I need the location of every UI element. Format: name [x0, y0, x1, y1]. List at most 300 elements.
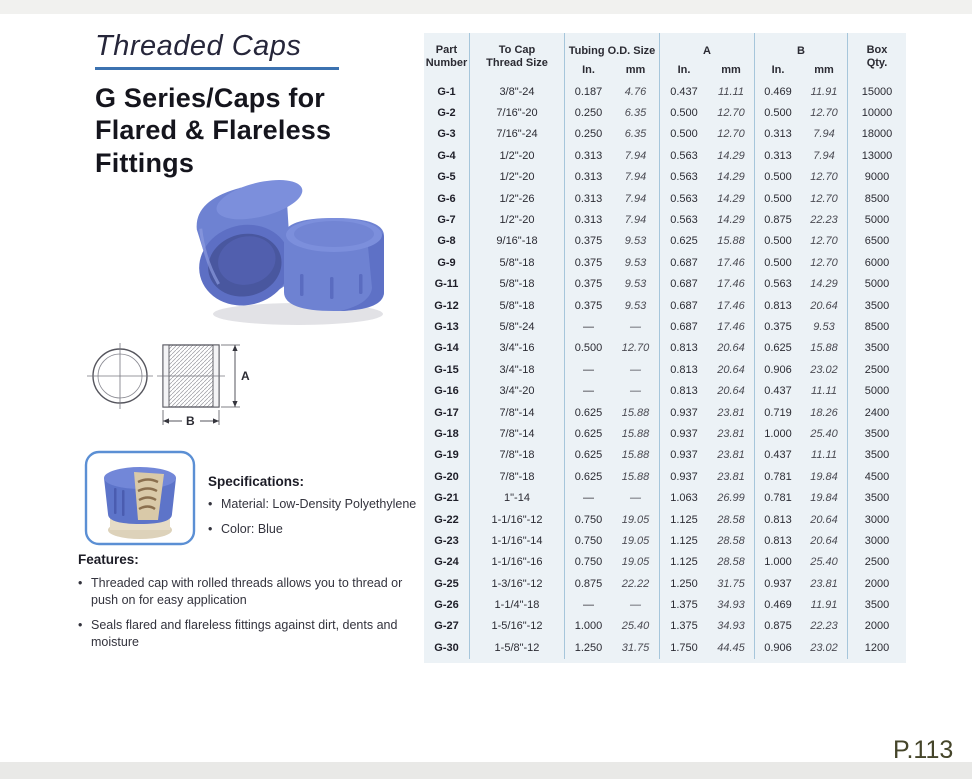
table-row	[424, 209, 906, 230]
table-cell: 13000	[861, 149, 893, 162]
table-cell: 0.875	[574, 577, 603, 590]
table-cell: 0.437	[764, 385, 792, 398]
table-cell: 2000	[864, 620, 890, 633]
table-cell: —	[612, 380, 660, 401]
table-cell: 19.84	[801, 487, 848, 508]
table-cell: 0.625	[574, 427, 603, 440]
table-cell: 12.70	[801, 102, 848, 123]
part-number-cell: G-9	[424, 252, 470, 273]
col-header-thread-size: To Cap Thread Size	[470, 33, 565, 81]
table-cell: 0.906	[764, 641, 792, 654]
col-header-in: In.	[771, 63, 785, 76]
table-cell: 17.46	[708, 252, 755, 273]
spec-item	[208, 521, 438, 538]
table-cell: 5000	[864, 214, 890, 227]
col-group-tubing-od: Tubing O.D. Size	[565, 33, 660, 59]
table-cell: 1200	[864, 641, 890, 654]
table-cell: 20.64	[801, 509, 848, 530]
page-number: P.113	[893, 736, 954, 764]
table-cell: 1/2"-20	[470, 145, 565, 166]
table-cell: 20.64	[801, 295, 848, 316]
scan-edge-top	[0, 0, 972, 14]
table-cell: 1.125	[670, 513, 698, 526]
product-title: G Series/Caps for Flared & Flareless Fittings	[95, 83, 332, 178]
feature-item	[78, 617, 423, 651]
table-cell: 0.625	[574, 470, 603, 483]
table-cell: 1-1/16"-14	[470, 530, 565, 551]
table-cell: 0.500	[764, 256, 792, 269]
cap-cutaway-thumbnail	[84, 450, 196, 546]
table-cell: —	[612, 594, 660, 615]
table-cell: 28.58	[708, 509, 755, 530]
table-cell: 0.563	[670, 149, 698, 162]
part-number-cell: G-8	[424, 231, 470, 252]
feature-item-text: • Threaded cap with rolled threads allows you to thread or push on for easy application	[91, 576, 403, 607]
table-cell: 15000	[861, 85, 893, 98]
col-header-mm: mm	[708, 59, 755, 81]
dim-b-label: B	[186, 414, 195, 428]
table-cell: 0.469	[764, 599, 792, 612]
part-number-cell: G-23	[424, 530, 470, 551]
part-number-cell: G-27	[424, 616, 470, 637]
table-cell: 0.250	[574, 128, 603, 141]
table-cell: 20.64	[708, 338, 755, 359]
table-cell: 0.813	[670, 385, 698, 398]
table-cell: 7/8"-18	[470, 466, 565, 487]
table-cell: 28.58	[708, 552, 755, 573]
table-cell: 23.81	[801, 573, 848, 594]
table-cell: 2000	[864, 577, 890, 590]
spec-item-text: • Material: Low-Density Polyethylene	[221, 497, 417, 511]
table-cell: 20.64	[801, 530, 848, 551]
feature-item	[78, 575, 423, 609]
table-cell: 0.687	[670, 278, 698, 291]
cap-closed	[284, 218, 384, 311]
title-underline	[95, 67, 339, 70]
table-cell: 7/16"-20	[470, 102, 565, 123]
table-cell: 9.53	[612, 295, 660, 316]
table-cell: 1-3/16"-12	[470, 573, 565, 594]
table-cell: 0.563	[764, 278, 792, 291]
table-cell: 0.313	[574, 171, 603, 184]
part-number-cell: G-7	[424, 209, 470, 230]
table-row	[424, 530, 906, 551]
table-cell: 0.313	[764, 128, 792, 141]
table-row	[424, 552, 906, 573]
table-row	[424, 402, 906, 423]
table-cell: 0.563	[670, 192, 698, 205]
table-cell: 0.937	[670, 406, 698, 419]
table-cell: 4.76	[612, 81, 660, 102]
table-cell: 7.94	[801, 124, 848, 145]
table-cell: 7/8"-14	[470, 423, 565, 444]
table-row	[424, 316, 906, 337]
spec-table	[424, 33, 906, 663]
table-cell: 3500	[864, 449, 890, 462]
table-cell: 3/4"-18	[470, 359, 565, 380]
table-cell: 1.250	[574, 641, 603, 654]
table-cell: 23.02	[801, 359, 848, 380]
table-cell: 15.88	[612, 466, 660, 487]
table-cell: 19.05	[612, 509, 660, 530]
table-cell: 3000	[864, 534, 890, 547]
table-cell: 0.437	[670, 85, 698, 98]
table-cell: 23.02	[801, 637, 848, 658]
table-cell: 11.11	[708, 81, 755, 102]
table-cell: 6500	[864, 235, 890, 248]
table-row	[424, 616, 906, 637]
col-header-mm: mm	[801, 59, 848, 81]
part-number-cell: G-25	[424, 573, 470, 594]
table-cell: 5/8"-18	[470, 252, 565, 273]
table-cell: 0.500	[670, 107, 698, 120]
table-cell: 1.125	[670, 556, 698, 569]
part-number-cell: G-26	[424, 594, 470, 615]
table-cell: 9.53	[612, 231, 660, 252]
table-cell: 5000	[864, 278, 890, 291]
table-cell: 31.75	[708, 573, 755, 594]
table-cell: 1/2"-26	[470, 188, 565, 209]
table-cell: 15.88	[708, 231, 755, 252]
category-title: Threaded Caps	[95, 30, 302, 62]
part-number-cell: G-19	[424, 445, 470, 466]
table-row	[424, 167, 906, 188]
table-cell: 1.063	[670, 492, 698, 505]
table-cell: 22.23	[801, 616, 848, 637]
table-cell: —	[612, 487, 660, 508]
table-cell: 25.40	[801, 423, 848, 444]
table-cell: 5/8"-18	[470, 274, 565, 295]
table-cell: —	[583, 599, 594, 612]
table-row	[424, 338, 906, 359]
table-cell: 26.99	[708, 487, 755, 508]
table-cell: 1/2"-20	[470, 209, 565, 230]
table-cell: 0.625	[670, 235, 698, 248]
part-number-cell: G-6	[424, 188, 470, 209]
table-cell: 3500	[864, 492, 890, 505]
table-cell: 0.500	[764, 171, 792, 184]
table-cell: 0.781	[764, 492, 792, 505]
table-cell: 0.875	[764, 214, 792, 227]
table-cell: 3500	[864, 342, 890, 355]
part-number-cell: G-14	[424, 338, 470, 359]
table-cell: —	[583, 492, 594, 505]
table-cell: 31.75	[612, 637, 660, 658]
table-cell: 0.750	[574, 556, 603, 569]
table-row	[424, 124, 906, 145]
part-number-cell: G-20	[424, 466, 470, 487]
table-cell: 1.375	[670, 599, 698, 612]
table-cell: 9/16"-18	[470, 231, 565, 252]
table-cell: 12.70	[801, 188, 848, 209]
table-cell: 7/8"-18	[470, 445, 565, 466]
table-row	[424, 359, 906, 380]
table-cell: 0.563	[670, 171, 698, 184]
table-row	[424, 487, 906, 508]
table-cell: 28.58	[708, 530, 755, 551]
specifications-block	[208, 474, 438, 546]
table-header	[424, 33, 906, 81]
part-number-cell: G-11	[424, 274, 470, 295]
table-cell: 19.84	[801, 466, 848, 487]
table-cell: 1/2"-20	[470, 167, 565, 188]
dim-a-label: A	[241, 369, 250, 383]
table-cell: 1.000	[764, 427, 792, 440]
table-cell: 0.937	[764, 577, 792, 590]
table-row	[424, 102, 906, 123]
table-cell: —	[583, 385, 594, 398]
table-cell: 0.313	[764, 149, 792, 162]
table-cell: 23.81	[708, 402, 755, 423]
table-cell: 0.375	[574, 235, 603, 248]
table-cell: 0.563	[670, 214, 698, 227]
table-cell: 17.46	[708, 316, 755, 337]
table-cell: 14.29	[708, 167, 755, 188]
table-row	[424, 380, 906, 401]
col-header-box-qty: Box Qty.	[866, 44, 888, 69]
table-cell: 12.70	[708, 102, 755, 123]
table-cell: 1-1/16"-12	[470, 509, 565, 530]
table-cell: 22.22	[612, 573, 660, 594]
features-block	[78, 552, 423, 659]
table-cell: 17.46	[708, 295, 755, 316]
table-cell: 0.500	[764, 107, 792, 120]
table-cell: 14.29	[708, 145, 755, 166]
table-row	[424, 81, 906, 102]
table-cell: 7.94	[612, 167, 660, 188]
table-cell: 44.45	[708, 637, 755, 658]
part-number-cell: G-12	[424, 295, 470, 316]
table-cell: 5/8"-24	[470, 316, 565, 337]
table-cell: 0.375	[574, 299, 603, 312]
col-header-part-number: Part Number	[424, 33, 470, 81]
table-cell: 15.88	[612, 423, 660, 444]
table-cell: 8500	[864, 192, 890, 205]
table-cell: 15.88	[801, 338, 848, 359]
table-cell: —	[612, 359, 660, 380]
part-number-cell: G-15	[424, 359, 470, 380]
table-cell: 0.187	[574, 85, 603, 98]
table-cell: 23.81	[708, 423, 755, 444]
table-cell: 23.81	[708, 445, 755, 466]
table-cell: 0.875	[764, 620, 792, 633]
table-cell: 14.29	[801, 274, 848, 295]
table-cell: 19.05	[612, 552, 660, 573]
table-row	[424, 188, 906, 209]
table-row	[424, 445, 906, 466]
table-cell: 0.313	[574, 214, 603, 227]
table-cell: 34.93	[708, 594, 755, 615]
col-header-in: In.	[677, 63, 691, 76]
table-cell: 0.937	[670, 470, 698, 483]
table-cell: 0.500	[574, 342, 603, 355]
table-cell: 1-1/16"-16	[470, 552, 565, 573]
table-cell: 11.11	[801, 445, 848, 466]
table-cell: 0.687	[670, 256, 698, 269]
part-number-cell: G-2	[424, 102, 470, 123]
table-cell: 18.26	[801, 402, 848, 423]
table-cell: 2400	[864, 406, 890, 419]
scan-edge-bottom	[0, 762, 972, 779]
table-cell: 0.313	[574, 192, 603, 205]
table-cell: 9.53	[801, 316, 848, 337]
table-cell: 0.469	[764, 85, 792, 98]
part-number-cell: G-1	[424, 81, 470, 102]
table-cell: 3/4"-20	[470, 380, 565, 401]
table-cell: 0.813	[764, 534, 792, 547]
table-cell: 10000	[861, 107, 893, 120]
table-row	[424, 252, 906, 273]
table-row	[424, 466, 906, 487]
col-group-b: B	[755, 33, 848, 59]
table-cell: —	[612, 316, 660, 337]
table-cell: 0.719	[764, 406, 792, 419]
part-number-cell: G-5	[424, 167, 470, 188]
table-cell: 0.781	[764, 470, 792, 483]
part-number-cell: G-3	[424, 124, 470, 145]
table-cell: 7.94	[612, 209, 660, 230]
table-cell: 17.46	[708, 274, 755, 295]
table-cell: 8500	[864, 320, 890, 333]
dimension-diagram	[84, 330, 254, 432]
table-cell: 20.64	[708, 359, 755, 380]
table-cell: 0.500	[670, 128, 698, 141]
features-heading: Features:	[78, 552, 139, 567]
table-cell: 3500	[864, 427, 890, 440]
table-cell: 0.937	[670, 449, 698, 462]
table-cell: 0.250	[574, 107, 603, 120]
part-number-cell: G-21	[424, 487, 470, 508]
table-cell: 1.375	[670, 620, 698, 633]
table-cell: 7.94	[612, 145, 660, 166]
table-cell: 12.70	[801, 252, 848, 273]
col-header-mm: mm	[612, 59, 660, 81]
table-cell: 9.53	[612, 274, 660, 295]
table-cell: 11.91	[801, 594, 848, 615]
table-cell: 1.000	[574, 620, 603, 633]
table-row	[424, 145, 906, 166]
table-cell: 4500	[864, 470, 890, 483]
table-cell: 6.35	[612, 124, 660, 145]
table-cell: 5/8"-18	[470, 295, 565, 316]
table-cell: 0.375	[764, 320, 792, 333]
table-cell: 3/8"-24	[470, 81, 565, 102]
table-row	[424, 423, 906, 444]
table-cell: 14.29	[708, 209, 755, 230]
table-cell: —	[583, 363, 594, 376]
table-cell: 20.64	[708, 380, 755, 401]
part-number-cell: G-22	[424, 509, 470, 530]
table-cell: 9000	[864, 171, 890, 184]
part-number-cell: G-18	[424, 423, 470, 444]
table-cell: 0.625	[764, 342, 792, 355]
table-cell: 0.813	[670, 363, 698, 376]
table-cell: 6.35	[612, 102, 660, 123]
table-cell: 7.94	[801, 145, 848, 166]
table-cell: 0.813	[670, 342, 698, 355]
table-cell: 1"-14	[470, 487, 565, 508]
table-cell: 2500	[864, 556, 890, 569]
table-cell: 23.81	[708, 466, 755, 487]
table-cell: 0.375	[574, 256, 603, 269]
table-cell: 0.813	[764, 299, 792, 312]
table-cell: 18000	[861, 128, 893, 141]
table-cell: 25.40	[612, 616, 660, 637]
table-cell: 34.93	[708, 616, 755, 637]
table-cell: 1-1/4"-18	[470, 594, 565, 615]
table-row	[424, 295, 906, 316]
table-cell: 3000	[864, 513, 890, 526]
table-cell: 12.70	[801, 231, 848, 252]
table-row	[424, 637, 906, 658]
table-cell: 3500	[864, 299, 890, 312]
table-cell: 0.375	[574, 278, 603, 291]
table-cell: 1.000	[764, 556, 792, 569]
table-cell: 11.11	[801, 380, 848, 401]
table-body	[424, 81, 906, 659]
table-cell: —	[583, 320, 594, 333]
table-cell: 1-5/16"-12	[470, 616, 565, 637]
table-cell: 2500	[864, 363, 890, 376]
col-header-in: In.	[582, 63, 595, 76]
table-cell: 0.687	[670, 299, 698, 312]
spec-item-text: • Color: Blue	[221, 521, 283, 536]
table-cell: 0.625	[574, 406, 603, 419]
table-cell: 1.750	[670, 641, 698, 654]
table-cell: 0.906	[764, 363, 792, 376]
table-cell: 12.70	[708, 124, 755, 145]
table-cell: 0.937	[670, 427, 698, 440]
table-cell: 14.29	[708, 188, 755, 209]
table-cell: 0.750	[574, 513, 603, 526]
table-cell: 0.500	[764, 235, 792, 248]
table-cell: 1.250	[670, 577, 698, 590]
part-number-cell: G-30	[424, 637, 470, 658]
table-cell: 0.437	[764, 449, 792, 462]
table-row	[424, 573, 906, 594]
product-photo	[178, 178, 394, 330]
table-cell: 0.687	[670, 320, 698, 333]
table-cell: 5000	[864, 385, 890, 398]
table-row	[424, 509, 906, 530]
specifications-heading: Specifications:	[208, 474, 305, 489]
table-cell: 7/16"-24	[470, 124, 565, 145]
table-row	[424, 274, 906, 295]
feature-item-text: • Seals flared and flareless fittings against dirt, dents and moisture	[91, 617, 398, 649]
table-cell: 7/8"-14	[470, 402, 565, 423]
table-cell: 1-5/8"-12	[470, 637, 565, 658]
table-cell: 7.94	[612, 188, 660, 209]
table-cell: 25.40	[801, 552, 848, 573]
table-cell: 3/4"-16	[470, 338, 565, 359]
part-number-cell: G-4	[424, 145, 470, 166]
table-cell: 22.23	[801, 209, 848, 230]
table-cell: 12.70	[612, 338, 660, 359]
part-number-cell: G-13	[424, 316, 470, 337]
table-cell: 9.53	[612, 252, 660, 273]
table-cell: 0.313	[574, 149, 603, 162]
table-cell: 1.125	[670, 534, 698, 547]
table-cell: 19.05	[612, 530, 660, 551]
table-cell: 0.500	[764, 192, 792, 205]
table-cell: 3500	[864, 599, 890, 612]
table-row	[424, 231, 906, 252]
table-cell: 15.88	[612, 445, 660, 466]
part-number-cell: G-24	[424, 552, 470, 573]
table-cell: 6000	[864, 256, 890, 269]
col-group-a: A	[660, 33, 755, 59]
spec-item	[208, 496, 438, 513]
